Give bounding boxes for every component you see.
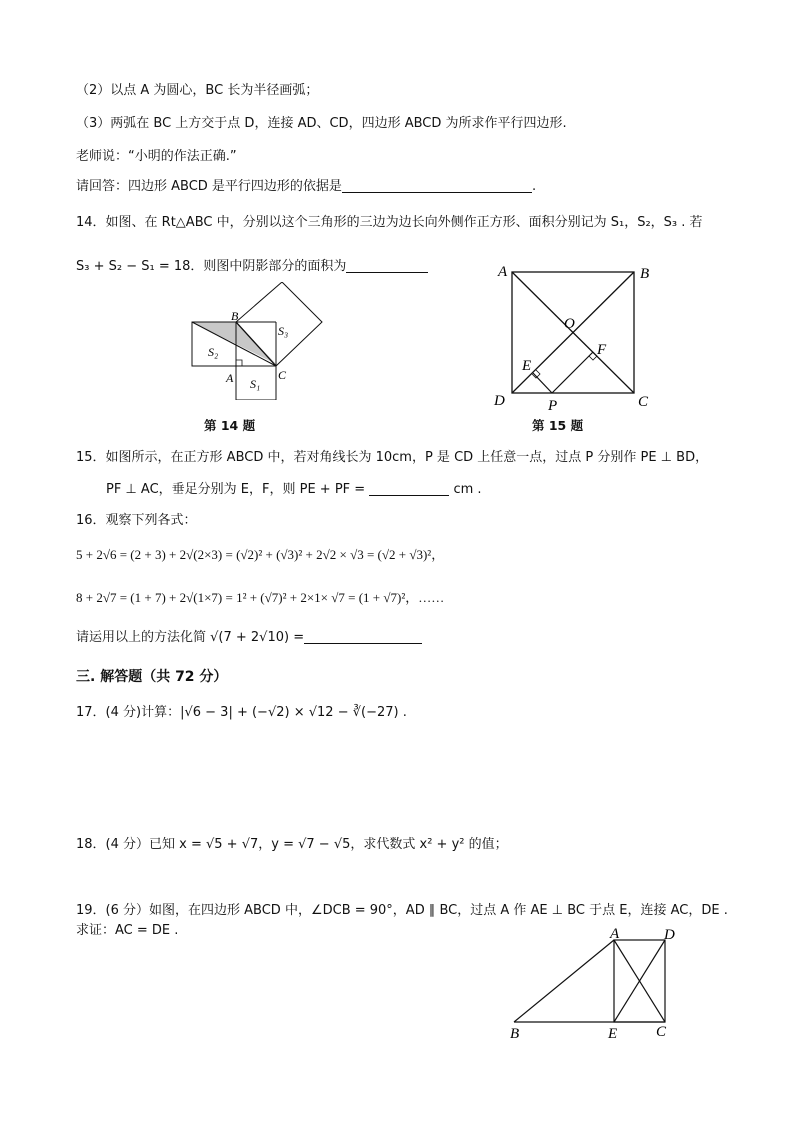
- q16-prompt: 请运用以上的方法化简 √(7 + 2√10) =: [76, 630, 305, 645]
- figure-14: [180, 282, 340, 400]
- q14-text-line1: 14．如图、在 Rt△ABC 中，分别以这个三角形的三边为边长向外侧作正方形、面积分别记为 S₁，S₂，S₃ . 若: [76, 215, 703, 230]
- q15-prompt: PF ⊥ AC，垂足分别为 E，F，则 PE + PF =: [106, 482, 366, 497]
- q15-text-line2: [106, 481, 482, 499]
- q13-step3: （3）两弧在 BC 上方交于点 D，连接 AD、CD，四边形 ABCD 为所求作平行四边形.: [76, 116, 567, 131]
- fig15-label-o: O: [564, 316, 575, 332]
- fig19-label-e: E: [608, 1026, 618, 1042]
- q13-answer-blank: [342, 178, 532, 193]
- q16-example-1: 5 + 2√6 = (2 + 3) + 2√(2×3) = (√2)² + (√3)² + 2√2 × √3 = (√2 + √3)²，: [76, 547, 445, 562]
- fig15-line-pe: [533, 373, 552, 393]
- q17-text: 17．(4 分)计算：|√6 − 3| + (−√2) × √12 − ∛(−27) .: [76, 705, 407, 720]
- q15-text-line1: 15．如图所示，在正方形 ABCD 中，若对角线长为 10cm，P 是 CD 上任意一点，过点 P 分别作 PE ⊥ BD，: [76, 450, 709, 465]
- figure-19: [504, 922, 688, 1044]
- q14-text-line2: [76, 258, 428, 276]
- q18-text: 18．(4 分）已知 x = √5 + √7，y = √7 − √5，求代数式 x² + y² 的值；: [76, 837, 508, 852]
- section-heading: 三. 解答题（共 72 分）: [76, 669, 228, 685]
- q14-answer-blank: [346, 258, 428, 273]
- q19-text-line1: 19．(6 分）如图，在四边形 ABCD 中，∠DCB = 90°，AD ∥ BC，过点 A 作 AE ⊥ BC 于点 E，连接 AC，DE .: [76, 903, 728, 918]
- q13-period: .: [531, 179, 537, 194]
- q16-intro: 16．观察下列各式：: [76, 513, 197, 528]
- fig15-label-f: F: [597, 342, 607, 358]
- fig14-caption: 第 14 题: [204, 418, 256, 433]
- fig15-label-e: E: [522, 358, 532, 374]
- q13-teacher-comment: 老师说：“小明的作法正确.”: [76, 149, 237, 164]
- fig15-label-a: A: [498, 264, 508, 280]
- figure-15: [490, 262, 658, 412]
- q13-prompt: 请回答：四边形 ABCD 是平行四边形的依据是: [76, 179, 342, 194]
- fig19-label-a: A: [610, 926, 620, 942]
- q16-answer-blank: [304, 629, 422, 644]
- fig14-right-angle-mark: [236, 360, 242, 366]
- fig15-label-p: P: [548, 398, 558, 412]
- q14-prompt: S₃ + S₂ − S₁ = 18．则图中阴影部分的面积为: [76, 259, 347, 274]
- fig19-label-b: B: [510, 1026, 520, 1042]
- fig15-caption: 第 15 题: [532, 418, 584, 433]
- q15-answer-blank: [369, 481, 449, 496]
- fig15-label-c: C: [638, 394, 649, 410]
- fig14-label-s2: S₂: [208, 345, 219, 359]
- q15-unit: cm .: [453, 482, 482, 497]
- fig14-label-a: A: [226, 371, 234, 385]
- fig14-label-s1: S₁: [250, 377, 261, 391]
- q16-example-2: 8 + 2√7 = (1 + 7) + 2√(1×7) = 1² + (√7)² + 2×1× √7 = (1 + √7)²，……: [76, 590, 445, 605]
- q13-step2: （2）以点 A 为圆心，BC 长为半径画弧；: [76, 83, 319, 98]
- fig19-label-d: D: [664, 927, 675, 943]
- q16-question: [76, 629, 422, 647]
- fig19-line-ba: [514, 940, 614, 1022]
- q13-question: [76, 178, 536, 196]
- fig19-label-c: C: [656, 1024, 667, 1040]
- fig15-line-pf: [552, 352, 593, 393]
- q19-text-line2: 求证：AC = DE .: [76, 923, 179, 938]
- fig14-label-c: C: [278, 368, 287, 382]
- fig15-label-b: B: [640, 266, 650, 282]
- fig14-label-s3: S₃: [278, 324, 289, 338]
- fig14-label-b: B: [231, 309, 239, 323]
- fig15-label-d: D: [494, 393, 505, 409]
